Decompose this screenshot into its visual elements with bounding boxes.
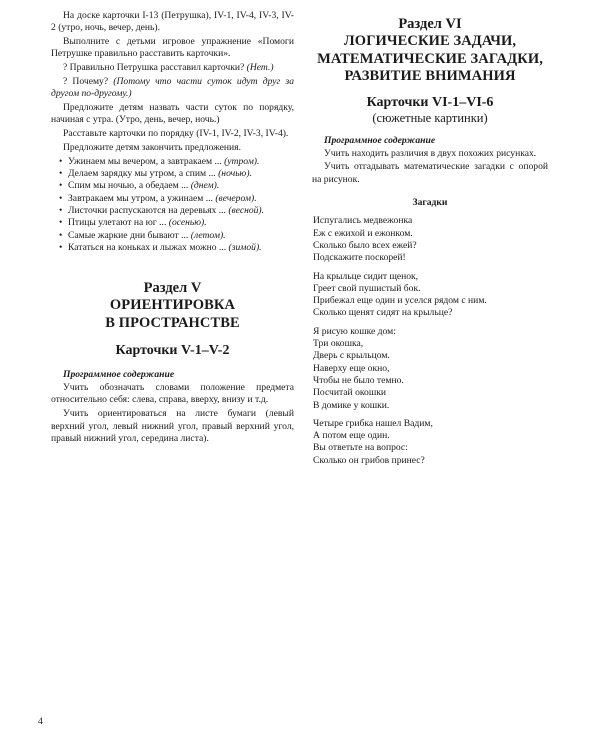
cards-title: Карточки V-1–V-2 — [115, 343, 230, 359]
question-paragraph — [51, 76, 294, 101]
question-text: ? Правильно Петрушка расставил карточки? — [63, 62, 245, 74]
riddle-line: Сколько он грибов принес? — [313, 454, 425, 466]
program-paragraph: Учить ориентироваться на листе бумаги (левый верхний угол, левый нижний угол, правый верхний угол, правый нижний угол, середина листа). — [51, 408, 294, 444]
riddles-heading: Загадки — [412, 197, 448, 209]
riddle-line: Дверь с крыльцом. — [313, 350, 390, 362]
list-item — [59, 168, 294, 180]
sentence-answer: (зимой). — [228, 241, 262, 253]
sentence-text: Листочки распускаются на деревьях ... — [68, 204, 226, 216]
list-item — [59, 242, 294, 254]
question-paragraph — [51, 62, 294, 74]
section-label: Раздел VI — [398, 16, 462, 32]
program-label: Программное содержание — [63, 369, 175, 381]
list-item — [59, 180, 294, 192]
sentence-list — [51, 156, 294, 254]
program-paragraph: Учить находить различия в двух похожих рисунках. — [324, 147, 537, 159]
riddle-line: Сколько щенят сидят на крыльце? — [313, 307, 453, 319]
sentence-answer: (утром). — [224, 155, 260, 167]
list-item — [59, 217, 294, 229]
section-heading: ЛОГИЧЕСКИЕ ЗАДАЧИ, — [343, 33, 517, 49]
riddle-line: Вы ответьте на вопрос: — [313, 442, 408, 454]
sentence-answer: (осенью). — [168, 217, 207, 229]
program-paragraph: Учить обозначать словами положение предмета относительно себя: слева, справа, вверху, внизу и т.д. — [51, 382, 294, 406]
sentence-text: Завтракаем мы утром, а ужинаем ... — [68, 192, 213, 204]
sentence-answer: (ночью). — [218, 168, 252, 180]
section-heading: В ПРОСТРАНСТВЕ — [105, 314, 240, 331]
question-text: ? Почему? — [63, 75, 109, 87]
riddle-line: Прибежал еще один и уселся рядом с ним. — [313, 295, 487, 307]
list-item — [59, 156, 294, 168]
sentence-answer: (днем). — [190, 180, 220, 192]
instruction-paragraph: Предложите детям закончить предложения. — [63, 141, 241, 153]
section-heading: МАТЕМАТИЧЕСКИЕ ЗАГАДКИ, — [317, 50, 543, 67]
program-label: Программное содержание — [324, 134, 436, 146]
left-column — [51, 10, 294, 447]
riddle-line: В домике у кошки. — [313, 399, 390, 411]
riddle-line: Подскажите поскорей! — [313, 252, 406, 264]
sentence-answer: (вечером). — [215, 192, 257, 204]
riddle — [312, 326, 548, 412]
riddle-line: На крыльце сидит щенок, — [313, 270, 419, 282]
riddle-line: Наверху еще окно, — [313, 362, 390, 374]
list-item — [59, 193, 294, 205]
sentence-text: Делаем зарядку мы утром, а спим ... — [68, 168, 216, 180]
page-number: 4 — [38, 716, 43, 727]
sentence-answer: (весной). — [228, 204, 265, 216]
section-label: Раздел V — [143, 280, 202, 297]
riddle — [312, 215, 548, 264]
sentence-text: Кататься на коньках и лыжах можно ... — [68, 241, 227, 253]
riddle — [312, 271, 548, 320]
section-heading: РАЗВИТИЕ ВНИМАНИЯ — [344, 68, 516, 84]
riddle-line: Четыре грибка нашел Вадим, — [313, 417, 433, 429]
question-answer: (Потому что части суток идут друг за другом по-другому.) — [51, 75, 294, 100]
instruction-paragraph: Расставьте карточки по порядку (IV-1, IV-2, IV-3, IV-4). — [63, 128, 289, 140]
list-item — [59, 205, 294, 217]
riddle-line: Посчитай окошки — [313, 387, 387, 399]
riddle-line: Я рисую кошке дом: — [313, 325, 396, 337]
riddle-line: А потом еще один. — [313, 430, 390, 442]
intro-paragraph: Выполните с детьми игровое упражнение «Помоги Петрушке правильно расставить карточки». — [51, 36, 294, 60]
question-answer: (Нет.) — [246, 62, 274, 74]
sentence-text: Ужинаем мы вечером, а завтракаем ... — [68, 155, 222, 167]
section-heading: ОРИЕНТИРОВКА — [109, 297, 236, 314]
riddle-line: Три окошка, — [313, 338, 364, 350]
intro-paragraph: На доске карточки I-13 (Петрушка), IV-1, IV-4, IV-3, IV-2 (утро, ночь, вечер, день). — [51, 10, 294, 34]
cards-title: Карточки VI-1–VI-6 — [366, 94, 494, 110]
right-column — [312, 10, 548, 473]
list-item — [59, 230, 294, 242]
riddle-line: Сколько было всех ежей? — [313, 239, 417, 251]
riddle-line: Чтобы не было темно. — [313, 374, 404, 386]
riddle-line: Еж с ежихой и ежонком. — [313, 227, 413, 239]
sentence-answer: (летом). — [190, 229, 226, 241]
sentence-text: Спим мы ночью, а обедаем ... — [68, 180, 189, 192]
sentence-text: Самые жаркие дни бывают ... — [68, 229, 189, 241]
riddle-line: Греет свой пушистый бок. — [313, 282, 421, 294]
cards-subtitle: (сюжетные картинки) — [372, 110, 488, 125]
program-paragraph: Учить отгадывать математические загадки с опорой на рисунок. — [312, 161, 548, 185]
instruction-paragraph: Предложите детям назвать части суток по порядку, начиная с утра. (Утро, день, вечер, ночь.) — [51, 102, 294, 126]
riddle-line: Испугались медвежонка — [313, 215, 413, 227]
riddle — [312, 418, 548, 467]
sentence-text: Птицы улетают на юг ... — [68, 217, 167, 229]
